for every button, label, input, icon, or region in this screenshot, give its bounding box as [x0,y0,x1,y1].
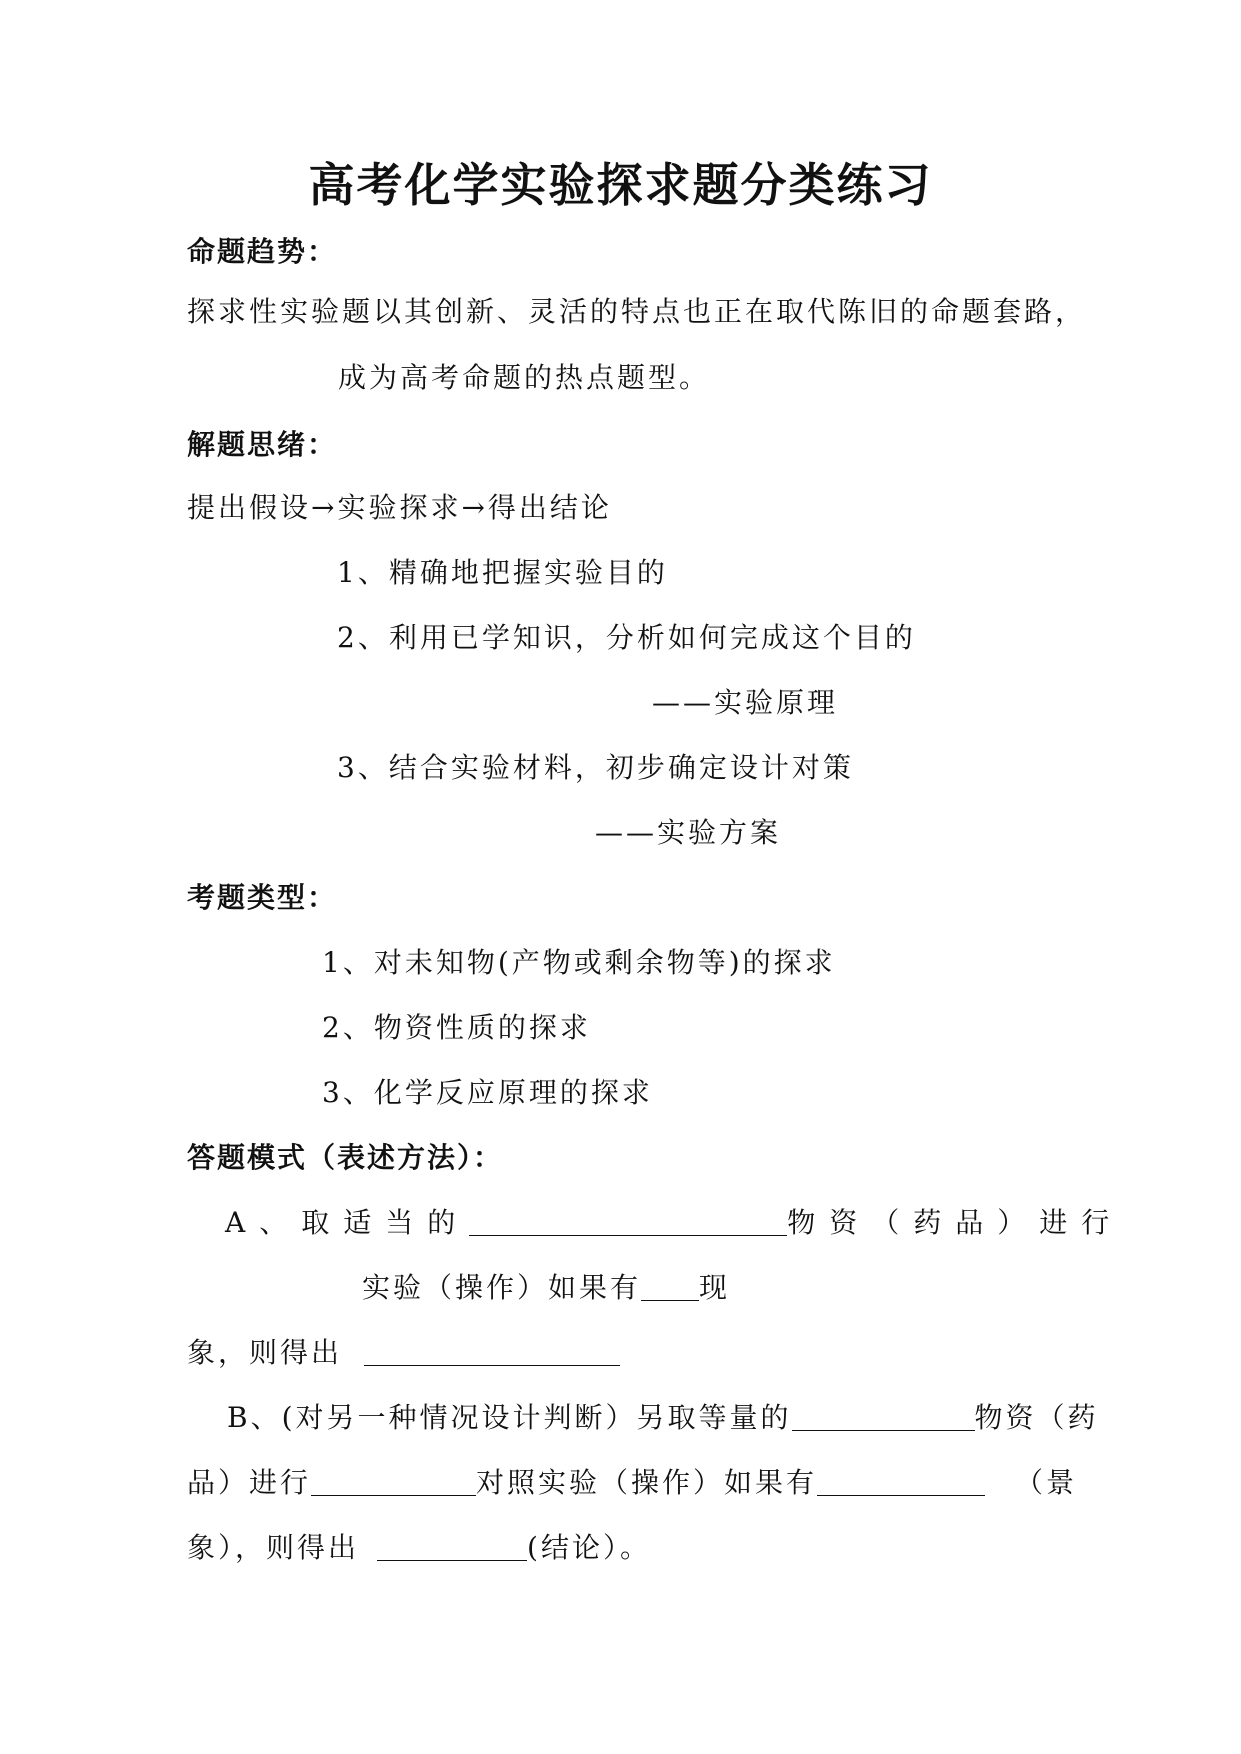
answer-blank [364,1337,620,1366]
trend-text-line1: 探求性实验题以其创新、灵活的特点也正在取代陈旧的命题套路， [187,295,1087,328]
approach-item-3-note: ——实验方案 [595,816,782,849]
approach-item-2-note: ——实验原理 [652,686,839,719]
answer-blank [377,1532,527,1561]
approach-item-2: 2、利用已学知识，分析如何完成这个目的 [337,621,916,654]
answer-b3-prefix: 象），则得出 [187,1531,360,1564]
answer-line-b3 [187,1528,651,1568]
approach-item-1: 1、精确地把握实验目的 [337,556,668,589]
answer-a-prefix: A、取适当的 [225,1206,470,1239]
trend-text-line2: 成为高考命题的热点题型。 [338,361,711,394]
page-title: 高考化学实验探求题分类练习 [308,158,933,212]
answer-b2-middle: 对照实验（操作）如果有 [476,1466,818,1499]
section-heading-trend: 命题趋势： [187,235,338,268]
approach-flow: 提出假设→实验探求→得出结论 [187,491,612,524]
answer-blank [641,1272,699,1301]
answer-blank [817,1467,985,1496]
answer-a2-prefix: 实验（操作）如果有 [362,1271,642,1304]
type-item-2: 2、物资性质的探求 [322,1011,591,1044]
answer-line-b2 [187,1463,1077,1503]
type-item-3: 3、化学反应原理的探求 [322,1076,653,1109]
answer-a3-prefix: 象，则得出 [187,1336,343,1369]
section-heading-answer-mode: 答题模式（表述方法）： [187,1141,504,1174]
answer-blank [792,1402,975,1431]
answer-blank [469,1207,787,1236]
type-item-1: 1、对未知物(产物或剩余物等)的探求 [322,946,836,979]
answer-a-middle: 物资（药品）进行 [787,1206,1124,1239]
answer-b3-suffix: (结论）。 [527,1531,651,1564]
answer-line-a1 [225,1203,1123,1243]
answer-line-b1 [227,1398,1099,1438]
answer-blank [311,1467,476,1496]
section-heading-approach: 解题思绪： [187,428,338,461]
approach-item-3: 3、结合实验材料，初步确定设计对策 [337,751,854,784]
answer-line-a2 [362,1268,730,1308]
answer-b-prefix: B、(对另一种情况设计判断）另取等量的 [227,1401,792,1434]
answer-b2-suffix: （景 [1015,1466,1078,1499]
section-heading-types: 考题类型： [187,881,338,914]
answer-b-suffix: 物资（药 [974,1401,1099,1434]
answer-a2-suffix: 现 [699,1271,731,1304]
answer-b2-prefix: 品）进行 [187,1466,312,1499]
answer-line-a3 [187,1333,620,1373]
